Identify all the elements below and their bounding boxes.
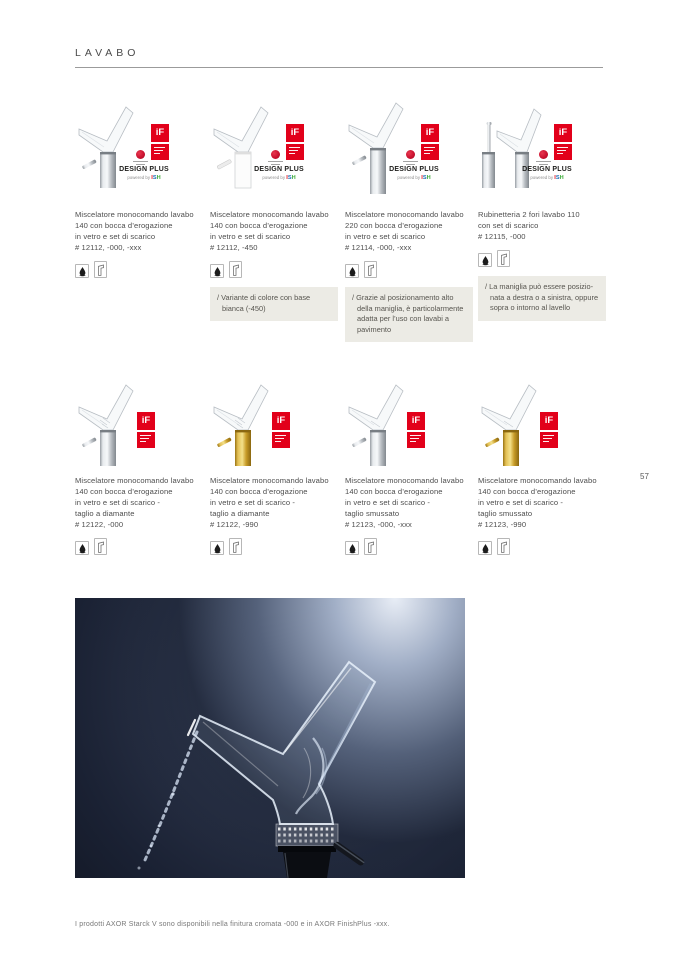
if-award-text xyxy=(137,432,155,448)
product-code: # 12123, -000, -xxx xyxy=(345,520,412,529)
feature-icons xyxy=(210,260,338,278)
feature-icons xyxy=(345,260,473,278)
water-drop-icon xyxy=(75,541,89,555)
product-card xyxy=(478,378,606,555)
water-drop-icon xyxy=(210,264,224,278)
spout-height-icon xyxy=(364,261,377,278)
product-note-line: / La maniglia può essere posizio- xyxy=(485,282,594,291)
hero-photo xyxy=(75,598,465,878)
if-award-badge xyxy=(272,412,290,448)
if-award-text xyxy=(540,432,558,448)
product-note-line: della maniglia, è particolarmente xyxy=(357,303,464,313)
product-description-line: Miscelatore monocomando lavabo xyxy=(75,476,194,485)
if-logo: iF xyxy=(540,412,558,430)
product-card xyxy=(75,378,203,555)
if-award-text xyxy=(286,144,304,160)
product-description xyxy=(478,209,606,242)
product-code: # 12114, -000, -xxx xyxy=(345,243,412,252)
if-award-text xyxy=(421,144,439,160)
product-image xyxy=(210,100,338,200)
product-description xyxy=(345,209,473,253)
product-code: # 12112, -000, -xxx xyxy=(75,243,142,252)
page-number: 57 xyxy=(640,472,649,481)
product-description xyxy=(75,209,203,253)
water-drop-icon xyxy=(345,541,359,555)
water-drop-icon xyxy=(75,264,89,278)
water-drop-icon xyxy=(478,253,492,267)
product-description-line: con set di scarico xyxy=(478,221,539,230)
product-description-line: in vetro e set di scarico - xyxy=(478,498,563,507)
product-description-line: Miscelatore monocomando lavabo xyxy=(478,476,597,485)
water-drop-icon xyxy=(478,541,492,555)
product-description-line: Miscelatore monocomando lavabo xyxy=(345,210,464,219)
reddot-award-icon xyxy=(132,150,149,165)
page-title: LAVABO xyxy=(75,47,140,59)
designplus-logo: DESIGN PLUS powered by ISH xyxy=(119,166,169,181)
if-logo: iF xyxy=(137,412,155,430)
product-image xyxy=(75,100,203,200)
product-description-line: 140 con bocca d’erogazione xyxy=(75,487,173,496)
product-description-line: 140 con bocca d’erogazione xyxy=(210,487,308,496)
product-description-line: in vetro e set di scarico xyxy=(345,232,426,241)
product-description-line: 140 con bocca d’erogazione xyxy=(345,487,443,496)
product-description-line: 140 con bocca d’erogazione xyxy=(478,487,576,496)
product-description-line: in vetro e set di scarico - xyxy=(345,498,430,507)
product-card xyxy=(345,100,473,342)
product-description xyxy=(210,209,338,253)
feature-icons xyxy=(75,260,203,278)
product-note-line: sopra o intorno al lavello xyxy=(490,303,571,312)
product-description-line: taglio a diamante xyxy=(210,509,270,518)
product-image xyxy=(75,378,203,466)
product-description-line: in vetro e set di scarico xyxy=(75,232,156,241)
designplus-logo: DESIGN PLUS powered by ISH xyxy=(254,166,304,181)
if-award-badge xyxy=(421,124,439,160)
product-code: # 12115, -000 xyxy=(478,232,526,241)
if-award-badge xyxy=(151,124,169,160)
ish-logo: ISH xyxy=(151,174,161,181)
product-description-line: in vetro e set di scarico - xyxy=(75,498,160,507)
spout-height-icon xyxy=(94,538,107,555)
spout-height-icon xyxy=(229,538,242,555)
if-award-text xyxy=(151,144,169,160)
feature-icons xyxy=(345,537,473,555)
feature-icons xyxy=(478,249,606,267)
product-code: # 12112, -450 xyxy=(210,243,258,252)
product-description-line: taglio a diamante xyxy=(75,509,135,518)
product-description-line: taglio smussato xyxy=(345,509,400,518)
feature-icons xyxy=(478,537,606,555)
if-logo: iF xyxy=(286,124,304,142)
if-logo: iF xyxy=(151,124,169,142)
product-description-line: Miscelatore monocomando lavabo xyxy=(75,210,194,219)
if-award-badge xyxy=(407,412,425,448)
feature-icons xyxy=(75,537,203,555)
faucet-photo-illustration xyxy=(75,598,465,878)
product-note xyxy=(210,287,338,321)
product-note-line: bianca (-450) xyxy=(222,303,266,313)
product-description-line: 220 con bocca d’erogazione xyxy=(345,221,443,230)
product-code: # 12122, -000 xyxy=(75,520,124,529)
product-image xyxy=(210,378,338,466)
spout-height-icon xyxy=(497,250,510,267)
product-note-line: / Grazie al posizionamento alto xyxy=(352,293,454,302)
product-grid-row-2 xyxy=(75,378,615,588)
designplus-logo: DESIGN PLUS powered by ISH xyxy=(522,166,572,181)
if-logo: iF xyxy=(272,412,290,430)
product-note-line: nata a destra o a sinistra, oppure xyxy=(490,292,599,302)
product-description-line: in vetro e set di scarico xyxy=(210,232,291,241)
spout-height-icon xyxy=(94,261,107,278)
if-award-text xyxy=(554,144,572,160)
ish-logo: ISH xyxy=(554,174,564,181)
product-description xyxy=(75,475,203,530)
if-logo: iF xyxy=(421,124,439,142)
product-description-line: taglio smussato xyxy=(478,509,533,518)
product-description xyxy=(345,475,473,530)
water-drop-icon xyxy=(345,264,359,278)
product-image xyxy=(478,378,606,466)
product-description-line: Miscelatore monocomando lavabo xyxy=(345,476,464,485)
spout-height-icon xyxy=(497,538,510,555)
header-rule xyxy=(75,67,603,68)
product-code: # 12123, -990 xyxy=(478,520,527,529)
product-note xyxy=(478,276,606,321)
if-award-badge xyxy=(540,412,558,448)
product-description xyxy=(210,475,338,530)
if-award-text xyxy=(407,432,425,448)
if-award-badge xyxy=(554,124,572,160)
ish-logo: ISH xyxy=(286,174,296,181)
product-image xyxy=(345,378,473,466)
product-card xyxy=(210,378,338,555)
product-description-line: Rubinetteria 2 fori lavabo 110 xyxy=(478,210,580,219)
spout-height-icon xyxy=(229,261,242,278)
product-description-line: Miscelatore monocomando lavabo xyxy=(210,476,329,485)
feature-icons xyxy=(210,537,338,555)
product-description-line: Miscelatore monocomando lavabo xyxy=(210,210,329,219)
product-card xyxy=(210,100,338,321)
product-card xyxy=(75,100,203,278)
reddot-award-icon xyxy=(402,150,419,165)
product-note-line: pavimento xyxy=(357,324,392,334)
product-note xyxy=(345,287,473,342)
product-description-line: 140 con bocca d’erogazione xyxy=(75,221,173,230)
spout-height-icon xyxy=(364,538,377,555)
product-description xyxy=(478,475,606,530)
reddot-award-icon xyxy=(535,150,552,165)
product-image xyxy=(345,100,473,200)
reddot-award-icon xyxy=(267,150,284,165)
designplus-logo: DESIGN PLUS powered by ISH xyxy=(389,166,439,181)
product-code: # 12122, -990 xyxy=(210,520,259,529)
if-award-badge xyxy=(137,412,155,448)
if-logo: iF xyxy=(407,412,425,430)
product-image xyxy=(478,100,606,200)
product-card xyxy=(478,100,606,321)
ish-logo: ISH xyxy=(421,174,431,181)
product-note-line: adatta per l’uso con lavabi a xyxy=(357,314,450,323)
product-description-line: in vetro e set di scarico - xyxy=(210,498,295,507)
footer-availability-note: I prodotti AXOR Starck V sono disponibili nella finitura cromata -000 e in AXOR FinishPlus -xxx. xyxy=(75,921,390,928)
product-description-line: 140 con bocca d’erogazione xyxy=(210,221,308,230)
if-award-badge xyxy=(286,124,304,160)
product-note-line: / Variante di colore con base xyxy=(217,293,311,302)
if-award-text xyxy=(272,432,290,448)
product-grid-row-1 xyxy=(75,100,615,370)
product-card xyxy=(345,378,473,555)
if-logo: iF xyxy=(554,124,572,142)
water-drop-icon xyxy=(210,541,224,555)
